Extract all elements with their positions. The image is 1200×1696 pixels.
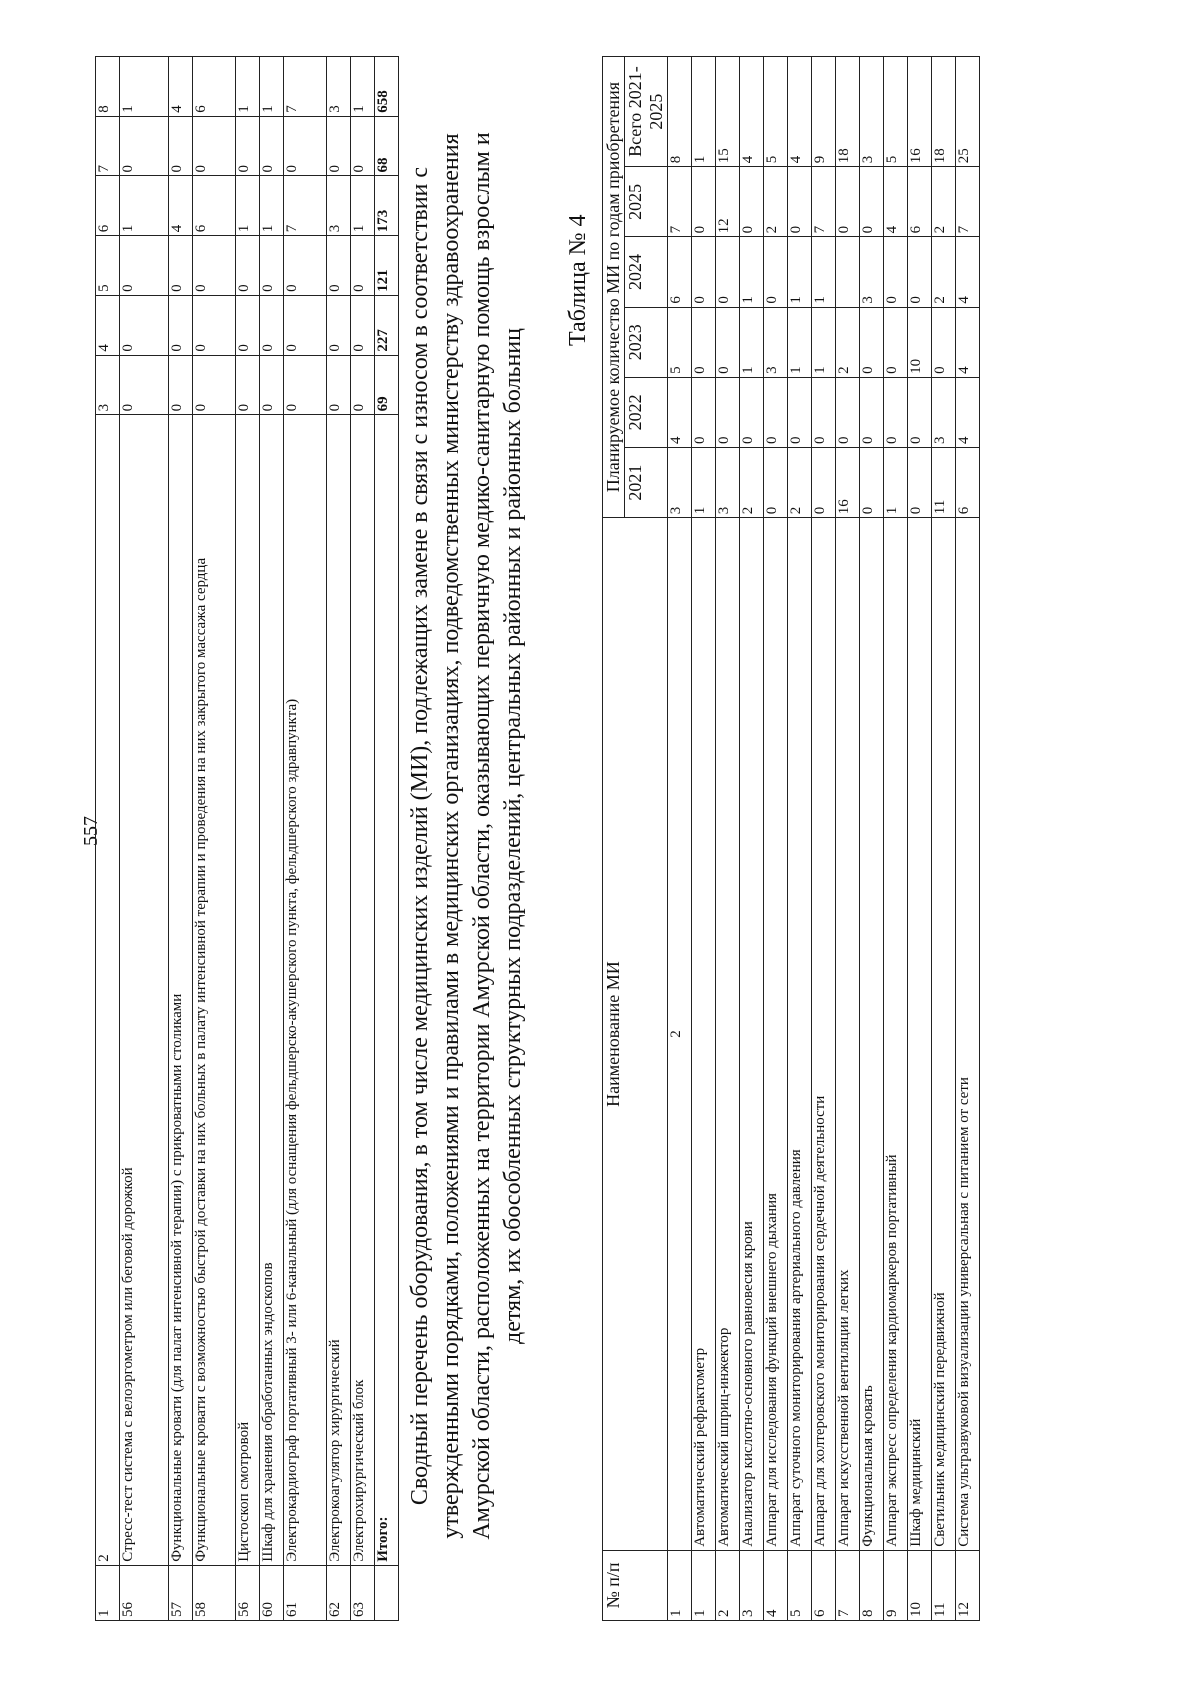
year-value: 3 xyxy=(327,57,351,117)
year-value: 0 xyxy=(716,237,740,307)
item-name: Аппарат для исследования функций внешнего дыхания xyxy=(764,518,788,1551)
year-value: 121 xyxy=(375,236,399,296)
item-name: Аппарат искусственной вентиляции легких xyxy=(836,518,860,1551)
item-name: Электрокардиограф портативный 3- или 6-канальный (для оснащения фельдшерско-акушерского пункта, фельдшерского здравпункта) xyxy=(284,415,327,1565)
year-value: 0 xyxy=(716,307,740,377)
row-number: 12 xyxy=(956,1550,980,1620)
row-number: 2 xyxy=(716,1550,740,1620)
table-row xyxy=(327,57,351,1621)
table-row xyxy=(812,57,836,1621)
year-value: 0 xyxy=(284,295,327,355)
year-value: 0 xyxy=(812,377,836,447)
total-value: 4 xyxy=(788,57,812,167)
year-value: 0 xyxy=(692,167,716,237)
header-planned: Планируемое количество МИ по годам приобретения xyxy=(603,57,625,518)
header-total: Всего 2021-2025 xyxy=(625,57,668,167)
row-number: 1 xyxy=(96,1565,120,1620)
table-row xyxy=(716,57,740,1621)
year-value: 0 xyxy=(716,377,740,447)
year-value: 0 xyxy=(860,377,884,447)
year-value: 0 xyxy=(327,355,351,415)
year-value: 0 xyxy=(860,307,884,377)
year-value: 0 xyxy=(284,355,327,415)
total-value: 4 xyxy=(740,57,764,167)
row-number: 6 xyxy=(812,1550,836,1620)
item-name: Аппарат суточного мониторирования артериального давления xyxy=(788,518,812,1551)
year-value: 1 xyxy=(260,176,284,236)
table-row xyxy=(788,57,812,1621)
table-row xyxy=(932,57,956,1621)
year-value: 0 xyxy=(260,116,284,176)
year-value: 6 xyxy=(193,57,236,117)
item-name: Функциональные кровати (для палат интенсивной терапии) с прикроватными столиками xyxy=(169,415,193,1565)
year-value: 0 xyxy=(120,116,169,176)
table-row xyxy=(860,57,884,1621)
header-year: 2024 xyxy=(625,237,668,307)
year-value: 7 xyxy=(812,167,836,237)
year-value: 0 xyxy=(327,236,351,296)
year-value: 0 xyxy=(788,167,812,237)
year-value: 68 xyxy=(375,116,399,176)
year-value: 1 xyxy=(120,176,169,236)
row-number: 58 xyxy=(193,1565,236,1620)
year-value: 0 xyxy=(860,167,884,237)
row-number: 11 xyxy=(932,1550,956,1620)
year-value: 7 xyxy=(284,57,327,117)
year-value: 11 xyxy=(932,448,956,518)
row-number: 63 xyxy=(351,1565,375,1620)
year-value: 1 xyxy=(236,57,260,117)
table-row xyxy=(836,57,860,1621)
table-row xyxy=(908,57,932,1621)
item-name: Анализатор кислотно-основного равновесия крови xyxy=(740,518,764,1551)
year-value: 6 xyxy=(96,176,120,236)
year-value: 2 xyxy=(764,167,788,237)
year-value: 0 xyxy=(120,295,169,355)
year-value: 0 xyxy=(884,377,908,447)
year-value: 1 xyxy=(788,307,812,377)
total-value: 1 xyxy=(692,57,716,167)
row-number: 4 xyxy=(764,1550,788,1620)
table-row xyxy=(351,57,375,1621)
year-value: 1 xyxy=(740,237,764,307)
header-year: 2025 xyxy=(625,167,668,237)
year-value: 4 xyxy=(169,176,193,236)
year-value: 0 xyxy=(169,295,193,355)
year-value: 0 xyxy=(193,295,236,355)
year-value: 0 xyxy=(692,307,716,377)
table-row xyxy=(284,57,327,1621)
year-value: 0 xyxy=(692,377,716,447)
year-value: 10 xyxy=(908,307,932,377)
year-value: 4 xyxy=(169,57,193,117)
year-value: 0 xyxy=(740,167,764,237)
year-value: 0 xyxy=(193,236,236,296)
total-value: 25 xyxy=(956,57,980,167)
year-value: 2 xyxy=(932,237,956,307)
year-value: 0 xyxy=(236,116,260,176)
year-value: 0 xyxy=(260,236,284,296)
table-row xyxy=(193,57,236,1621)
row-number: 10 xyxy=(908,1550,932,1620)
total-value: 15 xyxy=(716,57,740,167)
year-value: 0 xyxy=(740,377,764,447)
year-value: 0 xyxy=(764,237,788,307)
item-name: Итого: xyxy=(375,415,399,1565)
year-value: 1 xyxy=(260,57,284,117)
year-value: 0 xyxy=(884,307,908,377)
year-value: 0 xyxy=(692,237,716,307)
table-row xyxy=(692,57,716,1621)
year-value: 3 xyxy=(716,448,740,518)
row-number: 57 xyxy=(169,1565,193,1620)
year-value: 4 xyxy=(884,167,908,237)
table-number: Таблица № 4 xyxy=(565,214,591,346)
year-value: 658 xyxy=(375,57,399,117)
header-name: Наименование МИ xyxy=(603,518,668,1551)
item-name: Светильник медицинский передвижной xyxy=(932,518,956,1551)
year-value: 0 xyxy=(908,377,932,447)
year-value: 3 xyxy=(932,377,956,447)
item-name: Электрокоагулятор хирургический xyxy=(327,415,351,1565)
year-value: 0 xyxy=(908,448,932,518)
year-value: 7 xyxy=(284,176,327,236)
year-value: 1 xyxy=(812,237,836,307)
row-number: 1 xyxy=(692,1550,716,1620)
year-value: 0 xyxy=(284,116,327,176)
row-number: 3 xyxy=(740,1550,764,1620)
year-value: 1 xyxy=(884,448,908,518)
year-value: 4 xyxy=(668,377,692,447)
item-name: Стресс-тест система с велоэргометром или беговой дорожкой xyxy=(120,415,169,1565)
year-value: 0 xyxy=(908,237,932,307)
row-number: 61 xyxy=(284,1565,327,1620)
year-value: 1 xyxy=(236,176,260,236)
page-number: 557 xyxy=(80,816,102,846)
year-value: 0 xyxy=(284,236,327,296)
year-value: 0 xyxy=(764,448,788,518)
total-value: 18 xyxy=(932,57,956,167)
year-value: 2 xyxy=(836,307,860,377)
header-num: № п/п xyxy=(603,1550,668,1620)
header-year: 2021 xyxy=(625,448,668,518)
item-name: Система ультразвуковой визуализации универсальная с питанием от сети xyxy=(956,518,980,1551)
year-value: 3 xyxy=(860,237,884,307)
year-value: 0 xyxy=(351,236,375,296)
year-value: 3 xyxy=(764,307,788,377)
table-row xyxy=(764,57,788,1621)
item-name: Аппарат для холтеровского мониторирования сердечной деятельности xyxy=(812,518,836,1551)
total-value: 3 xyxy=(860,57,884,167)
row-number: 1 xyxy=(668,1550,692,1620)
item-name: Автоматический шприц-инжектор xyxy=(716,518,740,1551)
item-name: 2 xyxy=(96,415,120,1565)
year-value: 4 xyxy=(956,307,980,377)
table-total-row xyxy=(375,57,399,1621)
header-year: 2022 xyxy=(625,377,668,447)
row-number: 8 xyxy=(860,1550,884,1620)
year-value: 1 xyxy=(788,237,812,307)
year-value: 0 xyxy=(260,355,284,415)
row-number: 9 xyxy=(884,1550,908,1620)
year-value: 5 xyxy=(96,236,120,296)
year-value xyxy=(836,237,860,307)
year-value: 16 xyxy=(836,448,860,518)
year-value: 1 xyxy=(692,448,716,518)
row-number: 62 xyxy=(327,1565,351,1620)
row-number: 56 xyxy=(120,1565,169,1620)
year-value: 0 xyxy=(236,295,260,355)
table-row xyxy=(260,57,284,1621)
year-value: 1 xyxy=(740,307,764,377)
table-row xyxy=(236,57,260,1621)
table-header-row xyxy=(96,57,120,1621)
year-value: 0 xyxy=(120,236,169,296)
row-number: 5 xyxy=(788,1550,812,1620)
year-value: 4 xyxy=(956,377,980,447)
total-value: 8 xyxy=(668,57,692,167)
year-value: 0 xyxy=(327,116,351,176)
item-name: Функциональная кровать xyxy=(860,518,884,1551)
year-value: 2 xyxy=(932,167,956,237)
row-number: 60 xyxy=(260,1565,284,1620)
year-value: 0 xyxy=(236,355,260,415)
year-value: 4 xyxy=(956,237,980,307)
table-row xyxy=(884,57,908,1621)
row-number: 56 xyxy=(236,1565,260,1620)
table-row xyxy=(120,57,169,1621)
table-header-row xyxy=(603,57,625,1621)
year-value: 0 xyxy=(236,236,260,296)
year-value: 0 xyxy=(120,355,169,415)
row-number xyxy=(375,1565,399,1620)
year-value: 3 xyxy=(96,355,120,415)
year-value: 7 xyxy=(668,167,692,237)
year-value: 0 xyxy=(836,377,860,447)
document-title: Сводный перечень оборудования, в том числе медицинских изделий (МИ), подлежащих замене в связи с износом в соответствии с утвержденными порядками, положениями и правилами в медицинских организациях, подведомственных министерству здравоохранения Амурской области, расположенных на территории Амурской области, оказывающих первичную медико-санитарную помощь взрослым и детям, их обособленных структурных подразделений, центральных районных и районных больниц xyxy=(407,132,526,1540)
year-value: 4 xyxy=(96,295,120,355)
equipment-table-4 xyxy=(602,56,980,1621)
year-value: 0 xyxy=(169,236,193,296)
year-value: 0 xyxy=(836,167,860,237)
item-name: Шкаф медицинский xyxy=(908,518,932,1551)
year-value: 0 xyxy=(351,295,375,355)
year-value: 1 xyxy=(812,307,836,377)
year-value: 0 xyxy=(351,116,375,176)
item-name: Аппарат экспресс определения кардиомаркеров портативный xyxy=(884,518,908,1551)
year-value: 6 xyxy=(908,167,932,237)
year-value: 8 xyxy=(96,57,120,117)
year-value: 2 xyxy=(788,448,812,518)
year-value: 0 xyxy=(260,295,284,355)
item-name: Электрохирургический блок xyxy=(351,415,375,1565)
year-value: 0 xyxy=(169,116,193,176)
equipment-table-continued xyxy=(95,56,399,1621)
total-value: 5 xyxy=(884,57,908,167)
year-value: 0 xyxy=(193,355,236,415)
year-value: 0 xyxy=(327,295,351,355)
year-value: 1 xyxy=(351,57,375,117)
item-name: Цистоскоп смотровой xyxy=(236,415,260,1565)
year-value: 0 xyxy=(884,237,908,307)
year-value: 0 xyxy=(169,355,193,415)
item-name: 2 xyxy=(668,518,692,1551)
total-value: 9 xyxy=(812,57,836,167)
item-name: Шкаф для хранения обработанных эндоскопов xyxy=(260,415,284,1565)
year-value: 227 xyxy=(375,295,399,355)
header-year: 2023 xyxy=(625,307,668,377)
year-value: 7 xyxy=(96,116,120,176)
year-value: 2 xyxy=(740,448,764,518)
year-value: 0 xyxy=(860,448,884,518)
year-value: 7 xyxy=(956,167,980,237)
year-value: 6 xyxy=(668,237,692,307)
year-value: 0 xyxy=(351,355,375,415)
table-index-row xyxy=(668,57,692,1621)
year-value: 0 xyxy=(788,377,812,447)
year-value: 6 xyxy=(956,448,980,518)
year-value: 0 xyxy=(764,377,788,447)
year-value: 5 xyxy=(668,307,692,377)
item-name: Автоматический рефрактометр xyxy=(692,518,716,1551)
total-value: 5 xyxy=(764,57,788,167)
year-value: 3 xyxy=(327,176,351,236)
year-value: 69 xyxy=(375,355,399,415)
year-value: 1 xyxy=(351,176,375,236)
year-value: 173 xyxy=(375,176,399,236)
year-value: 3 xyxy=(668,448,692,518)
year-value: 6 xyxy=(193,176,236,236)
total-value: 16 xyxy=(908,57,932,167)
year-value: 0 xyxy=(812,448,836,518)
row-number: 7 xyxy=(836,1550,860,1620)
table-row xyxy=(956,57,980,1621)
year-value: 1 xyxy=(120,57,169,117)
year-value: 0 xyxy=(932,307,956,377)
year-value: 0 xyxy=(193,116,236,176)
item-name: Функциональные кровати с возможностью быстрой доставки на них больных в палату интенсивной терапии и проведения на них закрытого массажа сердца xyxy=(193,415,236,1565)
total-value: 18 xyxy=(836,57,860,167)
table-row xyxy=(740,57,764,1621)
year-value: 12 xyxy=(716,167,740,237)
table-row xyxy=(169,57,193,1621)
